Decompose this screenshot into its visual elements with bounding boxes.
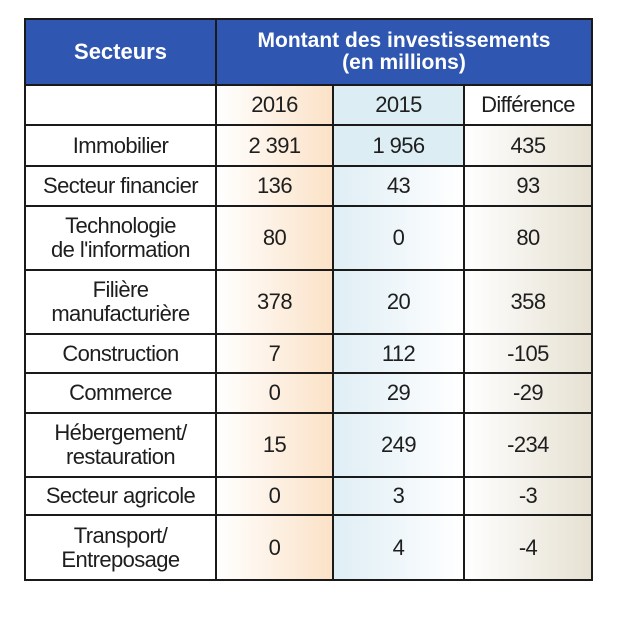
table-row bbox=[25, 125, 592, 166]
value-2015-cell: 0 bbox=[333, 206, 464, 270]
value-2015-cell: 29 bbox=[333, 373, 464, 413]
sector-name: Secteur financier bbox=[43, 173, 198, 198]
value-2016-cell: 0 bbox=[216, 373, 333, 413]
difference-cell: -234 bbox=[464, 413, 592, 477]
amount-header-line2: (en millions) bbox=[342, 51, 466, 74]
value-2016-cell: 7 bbox=[216, 334, 333, 373]
sector-cell bbox=[25, 166, 216, 206]
table-header-row bbox=[25, 19, 592, 85]
sector-name-line1: Technologie bbox=[65, 213, 176, 238]
value-2015-cell: 1 956 bbox=[333, 125, 464, 166]
difference-cell: -105 bbox=[464, 334, 592, 373]
sector-name-line1: Hébergement/ bbox=[54, 420, 187, 445]
table-row bbox=[25, 334, 592, 373]
sector-cell bbox=[25, 125, 216, 166]
sector-cell bbox=[25, 515, 216, 580]
value-2016-cell: 2 391 bbox=[216, 125, 333, 166]
investment-table bbox=[24, 18, 593, 581]
table-row bbox=[25, 206, 592, 270]
sector-name: Secteur agricole bbox=[45, 483, 196, 508]
table-row bbox=[25, 270, 592, 334]
sector-cell bbox=[25, 373, 216, 413]
year-header-row bbox=[25, 85, 592, 125]
value-2016-cell: 136 bbox=[216, 166, 333, 206]
year-2015-header: 2015 bbox=[333, 85, 464, 125]
value-2016-cell: 0 bbox=[216, 477, 333, 515]
value-2015-cell: 43 bbox=[333, 166, 464, 206]
difference-header: Différence bbox=[464, 85, 592, 125]
sector-name-line2: de l'information bbox=[51, 237, 190, 262]
sector-name-line1: Filière bbox=[92, 277, 149, 302]
difference-cell: 93 bbox=[464, 166, 592, 206]
amount-column-header bbox=[216, 19, 592, 85]
sector-name-line2: Entreposage bbox=[61, 546, 180, 572]
value-2016-cell: 15 bbox=[216, 413, 333, 477]
sector-name: Immobilier bbox=[72, 132, 169, 158]
sector-cell bbox=[25, 477, 216, 515]
sector-name-line2: manufacturière bbox=[51, 301, 190, 326]
sector-name: Construction bbox=[62, 340, 179, 366]
empty-header-cell bbox=[25, 85, 216, 125]
value-2015-cell: 20 bbox=[333, 270, 464, 334]
difference-cell: 358 bbox=[464, 270, 592, 334]
sector-name-line2: restauration bbox=[66, 444, 175, 469]
year-2016-header: 2016 bbox=[216, 85, 333, 125]
value-2015-cell: 4 bbox=[333, 515, 464, 580]
sector-column-header: Secteurs bbox=[25, 19, 216, 85]
difference-cell: -4 bbox=[464, 515, 592, 580]
value-2016-cell: 378 bbox=[216, 270, 333, 334]
sector-cell bbox=[25, 270, 216, 334]
sector-cell bbox=[25, 413, 216, 477]
table-row bbox=[25, 166, 592, 206]
value-2015-cell: 3 bbox=[333, 477, 464, 515]
value-2016-cell: 80 bbox=[216, 206, 333, 270]
table-row bbox=[25, 515, 592, 580]
sector-name: Commerce bbox=[69, 380, 172, 405]
sector-cell bbox=[25, 206, 216, 270]
difference-cell: 80 bbox=[464, 206, 592, 270]
table-row bbox=[25, 413, 592, 477]
table-row bbox=[25, 477, 592, 515]
table-row bbox=[25, 373, 592, 413]
value-2016-cell: 0 bbox=[216, 515, 333, 580]
sector-name-line1: Transport/ bbox=[73, 522, 168, 548]
difference-cell: 435 bbox=[464, 125, 592, 166]
value-2015-cell: 112 bbox=[333, 334, 464, 373]
difference-cell: -29 bbox=[464, 373, 592, 413]
amount-header-line1: Montant des investissements bbox=[257, 29, 551, 52]
value-2015-cell: 249 bbox=[333, 413, 464, 477]
difference-cell: -3 bbox=[464, 477, 592, 515]
sector-cell bbox=[25, 334, 216, 373]
